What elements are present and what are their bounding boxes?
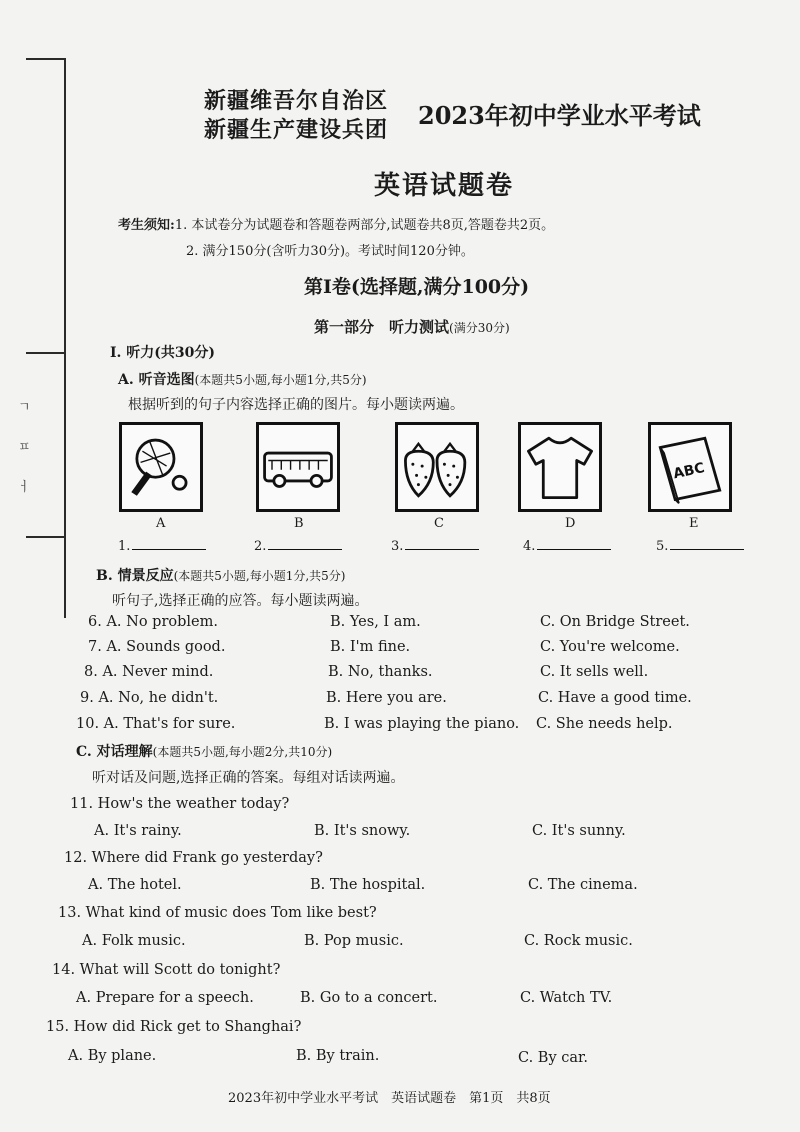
option-b: B. Pop music.: [304, 933, 404, 949]
option-c: C. Have a good time.: [538, 690, 692, 706]
margin-mark: ㅓ: [18, 480, 31, 495]
option-b: B. By train.: [296, 1048, 380, 1064]
notice-line-1: [118, 214, 554, 233]
answer-blank[interactable]: [656, 537, 744, 554]
option-c: C. Watch TV.: [520, 990, 613, 1006]
blank-line[interactable]: [537, 537, 611, 550]
blank-number: 3.: [391, 539, 404, 554]
paper-title: 英语试题卷: [374, 171, 515, 201]
notice-item-2: 2. 满分150分(含听力30分)。考试时间120分钟。: [186, 244, 474, 259]
option-c: C. On Bridge Street.: [540, 614, 690, 630]
option-c: C. She needs help.: [536, 716, 673, 732]
blank-line[interactable]: [405, 537, 479, 550]
option-a: A. By plane.: [68, 1048, 157, 1064]
section-a-title-text: A. 听音选图: [118, 372, 195, 388]
strawberry-icon: [398, 425, 476, 509]
option-b: B. Yes, I am.: [330, 614, 421, 630]
option-b: B. It's snowy.: [314, 823, 411, 839]
notice-item-1: 1. 本试卷分为试题卷和答题卷两部分,试题卷共8页,答题卷共2页。: [174, 218, 555, 233]
question-7-option-a: [88, 639, 225, 655]
picture-label: D: [565, 516, 576, 531]
option-a: A. Never mind.: [102, 664, 214, 680]
binding-margin-tick: [26, 352, 66, 354]
option-c: C. You're welcome.: [540, 639, 680, 655]
option-b: B. I'm fine.: [330, 639, 411, 655]
blank-number: 2.: [254, 539, 267, 554]
answer-blank[interactable]: [391, 537, 479, 554]
blank-number: 4.: [523, 539, 536, 554]
notice-label: 考生须知:: [118, 218, 175, 233]
section-b-note: (本题共5小题,每小题1分,共5分): [173, 569, 346, 583]
part-title: [314, 316, 510, 337]
book-cover-text: ABC: [671, 460, 707, 483]
option-c: C. By car.: [518, 1050, 588, 1066]
listening-title: I. 听力(共30分): [110, 345, 216, 361]
question-9-option-a: [80, 690, 218, 706]
question-11: 11. How's the weather today?: [70, 796, 290, 812]
question-12: 12. Where did Frank go yesterday?: [64, 850, 323, 866]
margin-mark: ㄱ: [18, 400, 31, 415]
picture-label: A: [156, 516, 166, 531]
picture-label: C: [434, 516, 444, 531]
bus-icon: [259, 425, 337, 509]
binding-margin-tick: [26, 58, 66, 60]
picture-c: [395, 422, 479, 512]
question-10-option-a: [76, 716, 235, 732]
blank-line[interactable]: [132, 537, 206, 550]
question-6-option-a: [88, 614, 218, 630]
question-15: 15. How did Rick get to Shanghai?: [46, 1019, 302, 1035]
part-title-text: 第一部分 听力测试: [314, 318, 450, 336]
page-footer: 2023年初中学业水平考试 英语试题卷 第1页 共8页: [228, 1091, 551, 1106]
option-c: C. Rock music.: [524, 933, 633, 949]
section-c-note: (本题共5小题,每小题2分,共10分): [152, 745, 333, 759]
volume-title: 第Ⅰ卷(选择题,满分100分): [304, 276, 530, 298]
option-b: B. Go to a concert.: [300, 990, 438, 1006]
question-number: 9.: [80, 690, 94, 706]
blank-line[interactable]: [670, 537, 744, 550]
section-a-title: [118, 369, 367, 389]
option-a: A. No problem.: [106, 614, 218, 630]
question-number: 10.: [76, 716, 100, 732]
picture-d: [518, 422, 602, 512]
part-score: (满分30分): [449, 321, 510, 335]
option-c: C. It sells well.: [540, 664, 649, 680]
option-b: B. I was playing the piano.: [324, 716, 520, 732]
picture-label: E: [689, 516, 699, 531]
option-a: A. Folk music.: [82, 933, 186, 949]
question-14: 14. What will Scott do tonight?: [52, 962, 281, 978]
book-icon: [651, 425, 729, 509]
picture-label: B: [294, 516, 304, 531]
binding-margin-tick: [26, 536, 66, 538]
question-number: 6.: [88, 614, 102, 630]
section-b-title: [96, 565, 346, 585]
section-b-title-text: B. 情景反应: [96, 568, 174, 584]
option-b: B. The hospital.: [310, 877, 426, 893]
option-a: A. Sounds good.: [106, 639, 226, 655]
answer-blank[interactable]: [254, 537, 342, 554]
picture-a: [119, 422, 203, 512]
question-13: 13. What kind of music does Tom like best?: [58, 905, 377, 921]
org-line-2: 新疆生产建设兵团: [204, 117, 389, 143]
answer-blank[interactable]: [118, 537, 206, 554]
blank-number: 1.: [118, 539, 131, 554]
ping-pong-icon: [122, 425, 200, 509]
option-a: A. Prepare for a speech.: [76, 990, 254, 1006]
org-line-1: 新疆维吾尔自治区: [204, 88, 389, 114]
question-number: 7.: [88, 639, 102, 655]
section-c-title: [76, 741, 332, 761]
margin-mark: ㅍ: [18, 440, 31, 455]
exam-title: 2023年初中学业水平考试: [418, 101, 701, 130]
section-c-title-text: C. 对话理解: [76, 744, 153, 760]
option-a: A. The hotel.: [88, 877, 182, 893]
option-a: A. No, he didn't.: [98, 690, 219, 706]
t-shirt-icon: [521, 425, 599, 509]
picture-b: [256, 422, 340, 512]
picture-e: [648, 422, 732, 512]
section-b-instruction: 听句子,选择正确的应答。每小题读两遍。: [112, 593, 369, 609]
option-c: C. It's sunny.: [532, 823, 626, 839]
section-a-note: (本题共5小题,每小题1分,共5分): [194, 373, 367, 387]
option-a: A. That's for sure.: [103, 716, 236, 732]
section-c-instruction: 听对话及问题,选择正确的答案。每组对话读两遍。: [92, 770, 405, 786]
blank-line[interactable]: [268, 537, 342, 550]
section-a-instruction: 根据听到的句子内容选择正确的图片。每小题读两遍。: [128, 397, 464, 413]
binding-margin-line: [64, 58, 66, 618]
option-c: C. The cinema.: [528, 877, 638, 893]
option-b: B. No, thanks.: [328, 664, 433, 680]
question-8-option-a: [84, 664, 213, 680]
answer-blank[interactable]: [523, 537, 611, 554]
question-number: 8.: [84, 664, 98, 680]
option-b: B. Here you are.: [326, 690, 447, 706]
option-a: A. It's rainy.: [94, 823, 182, 839]
blank-number: 5.: [656, 539, 669, 554]
